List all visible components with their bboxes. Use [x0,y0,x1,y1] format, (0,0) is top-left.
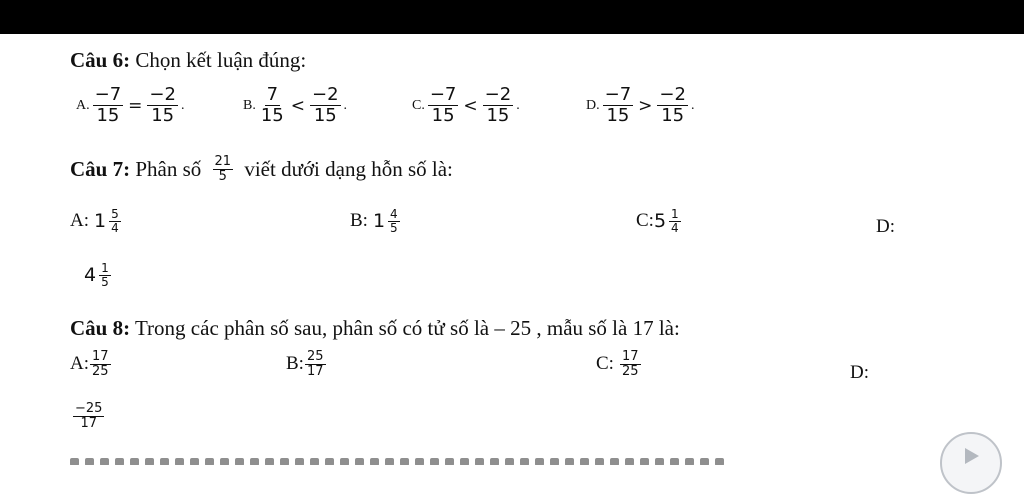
q7-option-b[interactable]: B: 1 $\frac{4}{5}$ [350,207,398,235]
question-7-text-before: Phân số [130,156,207,181]
question-8 [70,316,680,341]
q7-option-a[interactable]: A: 1 $\frac{5}{4}$ [70,207,119,235]
fraction: $\frac{7}{15}$ [260,84,284,126]
question-8-text: Trong các phân số sau, phân số có tử số là – 25 , mẫu số là 17 là: [130,316,680,340]
q8-option-a[interactable] [70,350,114,379]
q8-option-d-label[interactable] [850,362,869,384]
fraction: $\frac{-2}{15}$ [149,84,176,126]
fraction: $\frac{-7}{15}$ [604,84,632,126]
fraction: $\frac{1}{5}$ [101,261,109,289]
fraction: $\frac{17}{25}$ [621,349,639,379]
q7-option-d-label[interactable] [876,216,895,238]
cutoff-text-line [70,453,770,465]
question-7 [70,155,453,184]
option-label: B: [286,353,304,375]
fraction: $\frac{-7}{15}$ [429,84,457,126]
fraction: $\frac{-2}{15}$ [484,84,512,126]
option-label: A. [76,97,90,113]
q8-option-c[interactable] [596,350,644,379]
q6-option-a[interactable]: A. $\frac{-7}{15}$ = $\frac{-2}{15}$ . [76,84,185,126]
fraction: $\frac{17}{25}$ [92,349,109,379]
play-icon[interactable] [940,432,1002,494]
question-6-title: Câu 6: [70,48,131,72]
q6-option-b[interactable]: B. $\frac{7}{15}$ < $\frac{-2}{15}$ . [243,84,348,126]
option-label: B. [243,97,256,113]
q6-option-c[interactable]: C. $\frac{-7}{15}$ < $\frac{-2}{15}$ . [412,84,520,126]
fraction: $\frac{21}{5}$ [214,154,232,184]
option-label: C: [636,210,654,232]
question-7-text-after: viết dưới dạng hỗn số là: [239,156,453,181]
option-label: A: [70,210,89,232]
q6-option-d[interactable]: D. $\frac{-7}{15}$ > $\frac{-2}{15}$ . [586,84,695,126]
fraction: $\frac{-25}{17}$ [75,401,103,431]
question-8-title: Câu 8: [70,316,131,340]
option-label: D: [876,216,895,237]
fraction: $\frac{25}{17}$ [306,349,324,379]
relation-sign: < [290,95,305,116]
fraction: $\frac{-7}{15}$ [94,84,122,126]
q7-option-c[interactable]: C: 5 $\frac{1}{4}$ [636,207,679,235]
relation-sign: < [463,95,478,116]
fraction: $\frac{1}{4}$ [671,207,679,235]
relation-sign: > [638,95,653,116]
option-label: D. [586,97,600,113]
q8-option-b[interactable] [286,350,329,379]
q8-option-d-value [70,402,107,431]
fraction: $\frac{-2}{15}$ [312,84,339,126]
option-label: C: [596,353,614,375]
fraction: $\frac{4}{5}$ [390,207,398,235]
option-label: D: [850,362,869,383]
fraction: $\frac{-2}{15}$ [659,84,686,126]
option-label: C. [412,97,425,113]
relation-sign: = [128,95,143,116]
option-label: B: [350,210,368,232]
option-label: A: [70,353,89,375]
q7-option-d-value: 4 $\frac{1}{5}$ [84,261,109,289]
fraction: $\frac{5}{4}$ [111,207,119,235]
question-6-text: Chọn kết luận đúng: [130,48,307,72]
question-7-title: Câu 7: [70,156,131,181]
top-black-bar [0,0,1024,34]
question-6 [70,48,306,73]
